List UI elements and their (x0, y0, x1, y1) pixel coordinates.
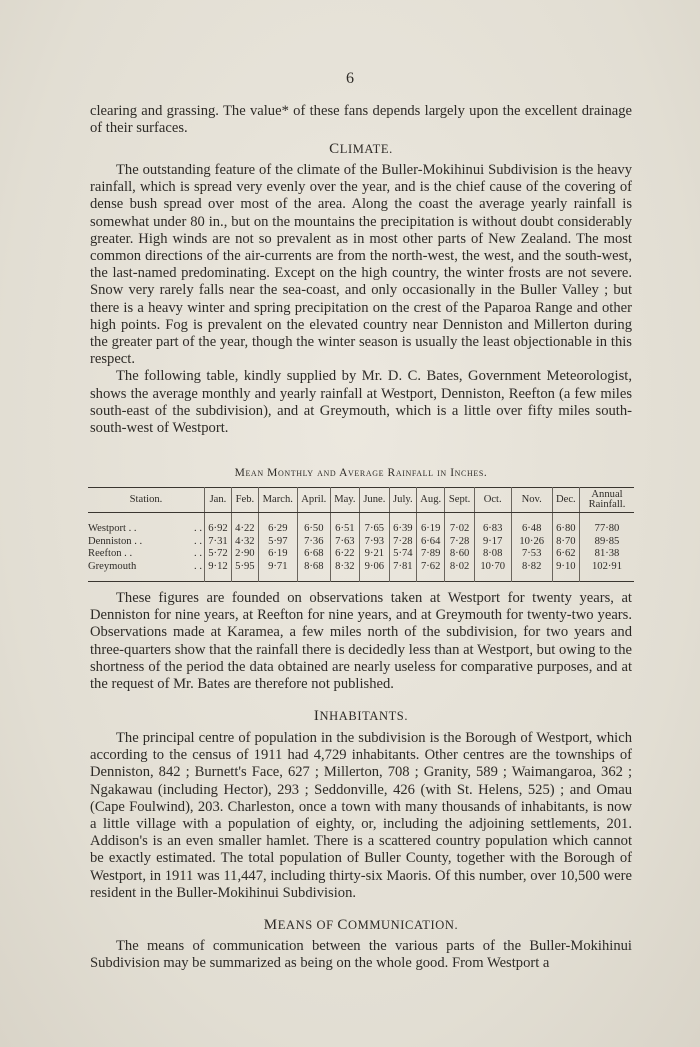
communication-paragraph: The means of communication between the various parts of the Buller-Mokihinui Subdivision may be summarized as being on the whole good. From Westport a (90, 938, 632, 972)
table-spacer-row (88, 513, 634, 524)
rainfall-cell: 9·17 (474, 536, 511, 549)
header-april: April. (297, 488, 330, 513)
climate-heading-rest: LIMATE. (339, 142, 393, 156)
rainfall-table-block (88, 466, 634, 582)
rainfall-cell: 6·19 (416, 523, 445, 536)
table-spacer-row (88, 573, 634, 582)
annual-rainfall-cell: 81·38 (580, 548, 635, 561)
rainfall-cell: 6·83 (474, 523, 511, 536)
intro-paragraph: clearing and grassing. The value* of these fans depends largely upon the excellent drainage of their surfaces. (90, 103, 632, 137)
communication-heading-initial-2: C (337, 917, 348, 933)
table-row (88, 536, 634, 549)
station-name: Westport . . (88, 523, 137, 534)
rainfall-cell: 8·70 (552, 536, 579, 549)
rainfall-cell: 6·19 (258, 548, 297, 561)
rainfall-cell: 9·21 (359, 548, 389, 561)
rainfall-cell: 10·70 (474, 561, 511, 574)
rainfall-cell: 6·50 (297, 523, 330, 536)
after-table-section (90, 590, 632, 693)
header-may: May. (330, 488, 359, 513)
station-cell (88, 561, 205, 574)
rainfall-cell: 4·22 (231, 523, 258, 536)
rainfall-cell: 5·95 (231, 561, 258, 574)
rainfall-cell: 6·80 (552, 523, 579, 536)
station-leader: . . (194, 535, 202, 547)
header-oct: Oct. (474, 488, 511, 513)
inhabitants-heading-rest: NHABITANTS. (319, 709, 409, 723)
inhabitants-paragraph: The principal centre of population in the subdivision is the Borough of Westport, which according to the census of 1911 had 4,729 inhabitants. Other centres are the townships of Denniston, 842 ; Burnett's Face, 627 ; Millerton, 708 ; Granity, 589 ; Waimangaroa, 362 ; Ngakawau (including Hector), 293 ; Seddonville, 426 (with St. Helens, 525) ; and Omau (Cape Foulwind), 203. Charleston, once a town with many thousands of inhabitants, is now a little village with a population of eighty, or, including the adjoining settlements, 201. Addison's is an even smaller hamlet. There is a scattered country population which cannot be exactly estimated. The total population of Buller County, together with the Borough of Westport, in 1911 was 11,447, including thirty-six Maoris. Of this number, over 10,500 were resident in the Buller-Mokihinui Subdivision. (90, 730, 632, 901)
rainfall-cell: 9·06 (359, 561, 389, 574)
rainfall-cell: 7·02 (445, 523, 474, 536)
station-leader: . . (194, 548, 202, 559)
inhabitants-heading (90, 708, 632, 725)
header-nov: Nov. (511, 488, 552, 513)
inhabitants-section (90, 708, 632, 902)
annual-rainfall-cell: 102·91 (580, 561, 635, 574)
table-header-row (88, 488, 634, 513)
rainfall-cell: 5·72 (205, 548, 232, 561)
rainfall-cell: 6·22 (330, 548, 359, 561)
rainfall-cell: 9·12 (205, 561, 232, 574)
page-number: 6 (346, 70, 354, 87)
rainfall-cell: 7·93 (359, 536, 389, 549)
rainfall-cell: 7·62 (416, 561, 445, 574)
rainfall-cell: 8·82 (511, 561, 552, 574)
communication-heading-rest: OMMUNICATION. (347, 918, 459, 932)
rainfall-cell: 8·60 (445, 548, 474, 561)
rainfall-cell: 7·31 (205, 536, 232, 549)
rainfall-cell: 7·81 (389, 561, 416, 574)
rainfall-cell: 7·36 (297, 536, 330, 549)
rainfall-cell: 7·53 (511, 548, 552, 561)
rainfall-cell: 8·08 (474, 548, 511, 561)
rainfall-cell: 6·62 (552, 548, 579, 561)
header-july: July. (389, 488, 416, 513)
climate-heading (90, 141, 632, 158)
rainfall-cell: 7·63 (330, 536, 359, 549)
header-feb: Feb. (231, 488, 258, 513)
annual-rainfall-cell: 89·85 (580, 536, 635, 549)
communication-heading-initial-1: M (263, 917, 278, 933)
climate-section (90, 141, 632, 437)
rainfall-cell: 8·32 (330, 561, 359, 574)
header-june: June. (359, 488, 389, 513)
rainfall-cell: 7·28 (445, 536, 474, 549)
communication-heading (90, 917, 632, 934)
climate-heading-initial: C (329, 141, 340, 157)
rainfall-cell: 9·71 (258, 561, 297, 574)
rainfall-cell: 6·68 (297, 548, 330, 561)
annual-rainfall-cell: 77·80 (580, 523, 635, 536)
rainfall-cell: 10·26 (511, 536, 552, 549)
station-cell (88, 523, 205, 536)
rainfall-cell: 2·90 (231, 548, 258, 561)
rainfall-cell: 6·92 (205, 523, 232, 536)
rainfall-table-body (88, 513, 634, 582)
header-station: Station. (88, 488, 205, 513)
communication-section (90, 917, 632, 972)
rainfall-table-title: Mean Monthly and Average Rainfall in Inches. (234, 467, 488, 479)
header-sept: Sept. (445, 488, 474, 513)
station-name: Reefton . . (88, 548, 133, 559)
climate-paragraph-2: The following table, kindly supplied by Mr. D. C. Bates, Government Meteorologist, shows the average monthly and yearly rainfall at Westport, Denniston, Reefton (a few miles south-east of the subdivision), and at Greymouth, which is a little over fifty miles south-south-west of Westport. (90, 368, 632, 437)
header-jan: Jan. (205, 488, 232, 513)
rainfall-table (88, 487, 634, 582)
header-annual: Annual Rainfall. (580, 488, 635, 513)
rainfall-cell: 6·39 (389, 523, 416, 536)
rainfall-cell: 7·65 (359, 523, 389, 536)
rainfall-cell: 6·48 (511, 523, 552, 536)
rainfall-cell: 8·68 (297, 561, 330, 574)
station-leader: . . (194, 560, 202, 572)
communication-heading-mid: EANS OF (277, 918, 338, 932)
rainfall-cell: 6·29 (258, 523, 297, 536)
rainfall-cell: 4·32 (231, 536, 258, 549)
station-cell (88, 548, 205, 561)
after-table-paragraph: These figures are founded on observations taken at Westport for twenty years, at Denniston for nine years, at Reefton for nine years, and at Greymouth for twenty-two years. Observations made at Karamea, a few miles north of the subdivision, for two years and three-quarters show that the rainfall there is decidedly less than at Westport, but owing to the shortness of the period the data obtained are nearly useless for comparative purposes, and at the request of Mr. Bates are therefore not published. (90, 590, 632, 693)
header-march: March. (258, 488, 297, 513)
rainfall-cell: 7·28 (389, 536, 416, 549)
station-name: Denniston . . (88, 535, 143, 547)
rainfall-cell: 6·51 (330, 523, 359, 536)
table-row (88, 548, 634, 561)
rainfall-cell: 5·97 (258, 536, 297, 549)
station-cell (88, 536, 205, 549)
rainfall-cell: 5·74 (389, 548, 416, 561)
table-row (88, 523, 634, 536)
rainfall-cell: 6·64 (416, 536, 445, 549)
rainfall-cell: 9·10 (552, 561, 579, 574)
header-dec: Dec. (552, 488, 579, 513)
station-leader: . . (194, 523, 202, 534)
station-name: Greymouth (88, 560, 137, 572)
table-row (88, 561, 634, 574)
climate-paragraph-1: The outstanding feature of the climate of the Buller-Mokihinui Subdivision is the heavy rainfall, which is spread very evenly over the year, and is the chief cause of the covering of dense bush spread over most of the area. Along the coast the average yearly rainfall is somewhat under 80 in., but on the mountains the precipitation is without doubt considerably greater. High winds are not so prevalent as in most other parts of New Zealand. The most common directions of the air-currents are from the north-west, the west, and the south-west, the last-named predominating. Except on the high country, the winter frosts are not severe. Snow very rarely falls near the sea-coast, and only occasionally in the Buller Valley ; but there is a heavy winter and spring precipitation on the crest of the Paparoa Range and other high points. Fog is prevalent on the elevated country near Denniston and Millerton during the greater part of the year, though the winter season is usually the least objectionable in this respect. (90, 162, 632, 368)
header-aug: Aug. (416, 488, 445, 513)
inhabitants-heading-initial: I (313, 708, 320, 724)
rainfall-cell: 8·02 (445, 561, 474, 574)
intro-section (90, 103, 632, 137)
rainfall-cell: 7·89 (416, 548, 445, 561)
